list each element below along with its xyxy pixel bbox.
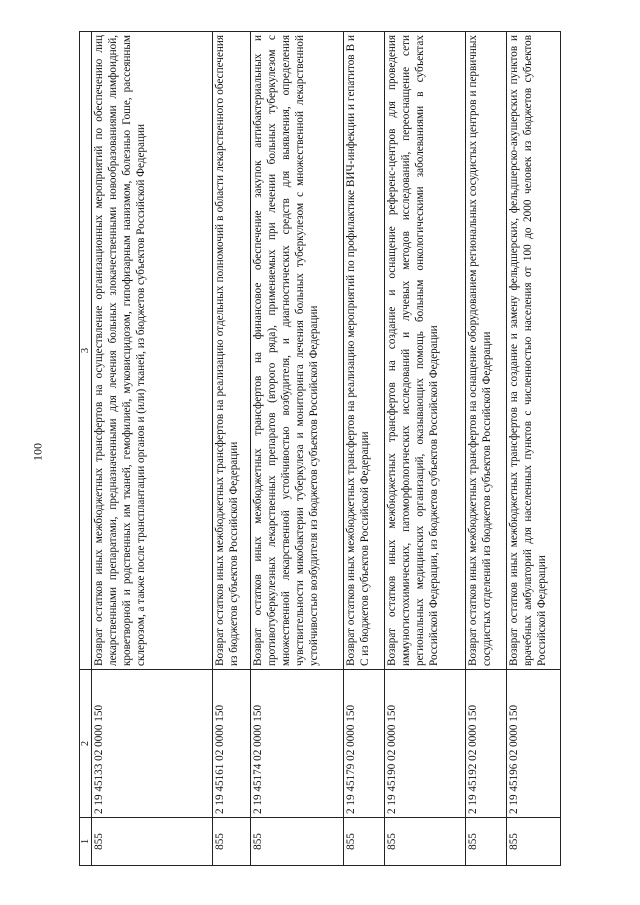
table-row — [344, 32, 385, 866]
description-cell: Возврат остатков иных межбюджетных трансфертов на оснащение оборудованием региональных сосудистых центров и первичных сосудистых отделений из бюджетов субъектов Российской Федерации — [466, 32, 507, 670]
admin-code-cell: 855 — [507, 818, 561, 866]
table-header-row — [80, 32, 92, 866]
budget-code-cell: 2 19 45196 02 0000 150 — [507, 670, 561, 818]
description-cell: Возврат остатков иных межбюджетных трансфертов на реализацию мероприятий по профилактике ВИЧ-инфекции и гепатитов B и C из бюджетов субъектов Российской Федерации — [344, 32, 385, 670]
column-header: 3 — [80, 32, 92, 670]
budget-code-cell: 2 19 45161 02 0000 150 — [213, 670, 251, 818]
budget-code-cell: 2 19 45179 02 0000 150 — [344, 670, 385, 818]
admin-code-cell: 855 — [92, 818, 213, 866]
admin-code-cell: 855 — [344, 818, 385, 866]
table-row — [385, 32, 466, 866]
budget-code-cell: 2 19 45174 02 0000 150 — [251, 670, 344, 818]
column-header: 1 — [80, 818, 92, 866]
budget-codes-table — [79, 31, 561, 866]
admin-code-cell: 855 — [213, 818, 251, 866]
admin-code-cell: 855 — [385, 818, 466, 866]
table-row — [251, 32, 344, 866]
admin-code-cell: 855 — [466, 818, 507, 866]
table-row — [466, 32, 507, 866]
description-cell: Возврат остатков иных межбюджетных трансфертов на финансовое обеспечение закупок антибактериальных и противотуберкулезных лекарственных препаратов (второго ряда), применяемых при лечении больных туберкулезом с множественной лекарственной устойчивостью возбудителя, и диагностических средств для выявления, определения чувствительности микобактерии туберкулеза и мониторинга лечения больных туберкулезом с множественной лекарственной устойчивостью возбудителя из бюджетов субъектов Российской Федерации — [251, 32, 344, 670]
description-cell: Возврат остатков иных межбюджетных трансфертов на реализацию отдельных полномочий в области лекарственного обеспечения из бюджетов субъектов Российской Федерации — [213, 32, 251, 670]
budget-code-cell: 2 19 45192 02 0000 150 — [466, 670, 507, 818]
table-row — [92, 32, 213, 866]
budget-code-cell: 2 19 45133 02 0000 150 — [92, 670, 213, 818]
description-cell: Возврат остатков иных межбюджетных трансфертов на создание и оснащение референс-центров для проведения иммуногистохимических, патоморфологических исследований и лучевых методов исследований, переоснащение сети региональных медицинских организаций, оказывающих помощь больным онкологическими заболеваниями в субъектах Российской Федерации, из бюджетов субъектов Российской Федерации — [385, 32, 466, 670]
admin-code-cell: 855 — [251, 818, 344, 866]
column-header: 2 — [80, 670, 92, 818]
page-number: 100 — [30, 443, 45, 461]
description-cell: Возврат остатков иных межбюджетных трансфертов на осуществление организационных мероприятий по обеспечению лиц лекарственными препаратами, предназначенными для лечения больных злокачественными новообразованиями лимфоидной, кроветворной и родственных им тканей, гемофилией, муковисцидозом, гипофизарным нанизмом, болезнью Гоше, рассеянным склерозом, а также после трансплантации органов и (или) тканей, из бюджетов субъектов Российской Федерации — [92, 32, 213, 670]
description-cell: Возврат остатков иных межбюджетных трансфертов на создание и замену фельдшерских, фельдшерско-акушерских пунктов и врачебных амбулаторий для населенных пунктов с численностью населения от 100 до 2000 человек из бюджетов субъектов Российской Федерации — [507, 32, 561, 670]
table-row — [213, 32, 251, 866]
rotated-table-stage — [79, 32, 548, 866]
table-row — [507, 32, 561, 866]
budget-code-cell: 2 19 45190 02 0000 150 — [385, 670, 466, 818]
